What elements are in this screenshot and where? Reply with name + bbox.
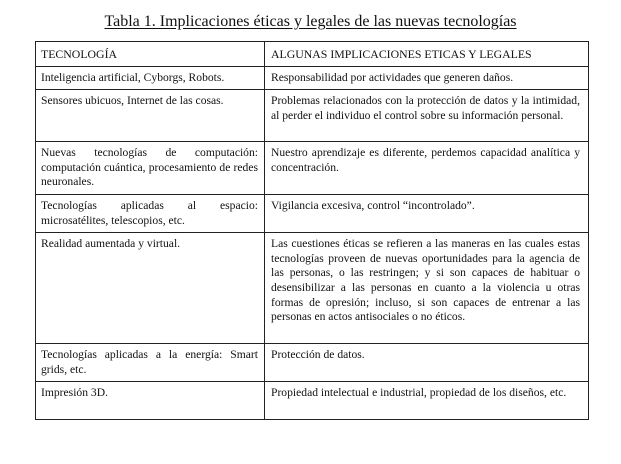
- table-caption: [0, 12, 621, 32]
- ethics-table: [35, 41, 589, 420]
- technology-cell: Tecnologías aplicadas a la energía: Smart grids, etc.: [36, 344, 265, 382]
- table-row: [36, 233, 589, 344]
- table-header-row: [36, 42, 589, 67]
- table-caption-text: Tabla 1. Implicaciones éticas y legales de las nuevas tecnologías: [104, 13, 517, 30]
- table-row: [36, 382, 589, 420]
- implications-cell: Protección de datos.: [265, 344, 589, 382]
- table-row: [36, 194, 589, 232]
- implications-cell: Problemas relacionados con la protección de datos y la intimidad, al perder el individuo el control sobre su información personal.: [265, 90, 589, 142]
- implications-cell: Las cuestiones éticas se refieren a las maneras en las cuales estas tecnologías proveen de nuevas oportunidades para la agencia de las personas, o las restringen; y si son capaces de habituar o desensibilizar a las personas en cuanto a la violencia u otras formas de opresión; incluso, si son capaces de entrenar a las personas en actos antisociales o no éticos.: [265, 233, 589, 344]
- table-row: [36, 142, 589, 195]
- header-technology: TECNOLOGÍA: [36, 42, 265, 67]
- header-implications: ALGUNAS IMPLICACIONES ETICAS Y LEGALES: [265, 42, 589, 67]
- implications-cell: Propiedad intelectual e industrial, propiedad de los diseños, etc.: [265, 382, 589, 420]
- table-row: [36, 66, 589, 90]
- implications-cell: Nuestro aprendizaje es diferente, perdemos capacidad analítica y concentración.: [265, 142, 589, 195]
- technology-cell: Sensores ubicuos, Internet de las cosas.: [36, 90, 265, 142]
- technology-cell: Realidad aumentada y virtual.: [36, 233, 265, 344]
- implications-cell: Vigilancia excesiva, control “incontrolado”.: [265, 194, 589, 232]
- technology-cell: Tecnologías aplicadas al espacio: microsatélites, telescopios, etc.: [36, 194, 265, 232]
- technology-cell: Inteligencia artificial, Cyborgs, Robots.: [36, 66, 265, 90]
- table-row: [36, 344, 589, 382]
- table-row: [36, 90, 589, 142]
- technology-cell: Nuevas tecnologías de computación: computación cuántica, procesamiento de redes neuronales.: [36, 142, 265, 195]
- technology-cell: Impresión 3D.: [36, 382, 265, 420]
- implications-cell: Responsabilidad por actividades que generen daños.: [265, 66, 589, 90]
